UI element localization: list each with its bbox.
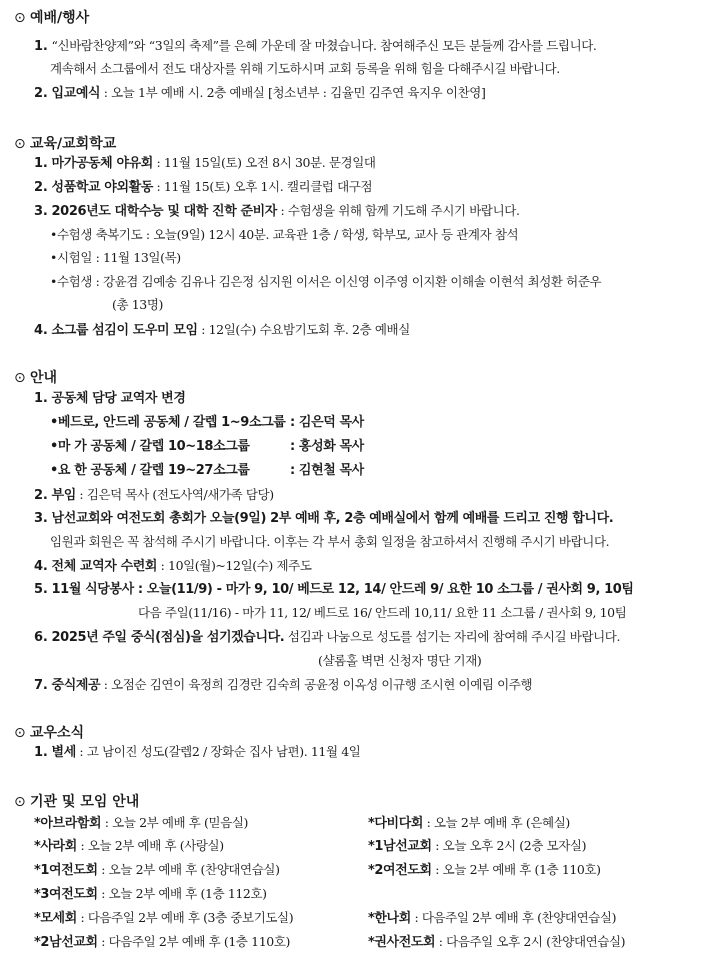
meeting-right-1: *다비다회 : 오늘 2부 예배 후 (은혜실) [368,815,570,831]
notice-item-6: 6. 2025년 주일 중식(점심)을 섬기겠습니다. 섬김과 나눔으로 성도를 섬기는 자리에 참여해 주시길 바랍니다. [34,629,621,645]
education-item-3: 3. 2026년도 대학수능 및 대학 진학 준비자 : 수험생을 위해 함께 기도해 주시기 바랍니다. [34,203,520,219]
notice-item-4: 4. 전체 교역자 수련회 : 10일(월)~12일(수) 제주도 [34,558,312,574]
education-sub-students-cont: (총 13명) [112,297,163,312]
meeting-left-6: *2남선교회 : 다음주일 2부 예배 후 (1층 110호) [34,934,290,950]
education-sub-students: •수험생 : 강윤겸 김예송 김유나 김은정 심지원 이서은 이신영 이주영 이지환 이해솔 이현석 최성환 허준우 [50,274,602,289]
education-item-1: 1. 마가공동체 야유회 : 11월 15일(토) 오전 8시 30분. 문경일대 [34,155,376,171]
education-item-4: 4. 소그룹 섬김이 도우미 모임 : 12일(수) 수요밤기도회 후. 2층 예배실 [34,322,410,338]
meeting-left-3: *1여전도회 : 오늘 2부 예배 후 (찬양대연습실) [34,862,280,878]
notice-item-7: 7. 중식제공 : 오점순 김연이 육정희 김경란 김숙희 공윤정 이옥성 이규행 조시현 이예림 이주행 [34,677,533,693]
meeting-right-3: *2여전도회 : 오늘 2부 예배 후 (1층 110호) [368,862,601,878]
meeting-right-5: *권사전도회 : 다음주일 오후 2시 (찬양대연습실) [368,934,626,950]
circle-dot-icon: ⊙ [14,370,26,386]
worship-item-2: 2. 입교예식 : 오늘 1부 예배 시. 2층 예배실 [청소년부 : 김율민 김주연 육지우 이찬영] [34,85,486,101]
notice-group-2: •마 가 공동체 / 갈렙 10~18소그룹 : 홍성화 목사 [50,439,364,454]
section-title-meetings: ⊙ 기관 및 모임 안내 [14,794,140,810]
circle-dot-icon: ⊙ [14,136,26,152]
education-item-2: 2. 성품학교 야외활동 : 11월 15(토) 오후 1시. 캘리클럽 대구점 [34,179,373,195]
meeting-left-2: *사라회 : 오늘 2부 예배 후 (사랑실) [34,838,224,854]
notice-item-5: 5. 11월 식당봉사 : 오늘(11/9) - 마가 9, 10/ 베드로 12, 14/ 안드레 9/ 요한 10 소그룹 / 권사회 9, 10팀 [34,582,634,597]
section-title-notice: ⊙ 안내 [14,370,58,386]
meeting-left-5: *모세회 : 다음주일 2부 예배 후 (3층 중보기도실) [34,910,294,926]
meeting-right-2: *1남선교회 : 오늘 오후 2시 (2층 모자실) [368,838,587,854]
notice-item-5-cont: 다음 주일(11/16) - 마가 11, 12/ 베드로 16/ 안드레 10,11/ 요한 11 소그룹 / 권사회 9, 10팀 [138,605,627,620]
notice-group-1: •베드로, 안드레 공동체 / 갈렙 1~9소그룹 : 김은덕 목사 [50,415,364,430]
meeting-right-4: *한나회 : 다음주일 2부 예배 후 (찬양대연습실) [368,910,617,926]
notice-item-3-cont: 임원과 회원은 꼭 참석해 주시기 바랍니다. 이후는 각 부서 총회 일정을 참고하셔서 진행해 주시기 바랍니다. [50,534,610,549]
education-sub-exam-date: •시험일 : 11월 13일(목) [50,250,181,265]
notice-item-3: 3. 남선교회와 여전도회 총회가 오늘(9일) 2부 예배 후, 2층 예배실에서 함께 예배를 드리고 진행 합니다. [34,511,614,526]
notice-item-1: 1. 공동체 담당 교역자 변경 [34,391,186,406]
members-news-item-1: 1. 별세 : 고 남이진 성도(갈렙2 / 장화순 집사 남편). 11월 4일 [34,744,361,760]
notice-item-6-cont: (샬롬홀 벽면 신청자 명단 기재) [318,653,482,668]
meeting-left-1: *아브라함회 : 오늘 2부 예배 후 (믿음실) [34,815,249,831]
section-title-members-news: ⊙ 교우소식 [14,725,85,741]
education-sub-blessing: •수험생 축복기도 : 오늘(9일) 12시 40분. 교육관 1층 / 학생, 학부모, 교사 등 관계자 참석 [50,227,519,242]
circle-dot-icon: ⊙ [14,10,26,26]
section-title-education: ⊙ 교육/교회학교 [14,136,117,152]
notice-item-2: 2. 부임 : 김은덕 목사 (전도사역/새가족 담당) [34,487,274,503]
worship-item-1: 1. “신바람찬양제”와 “3일의 축제”를 은혜 가운데 잘 마쳤습니다. 참여해주신 모든 분들께 감사를 드립니다. [34,38,597,54]
circle-dot-icon: ⊙ [14,725,26,741]
worship-item-1-cont: 계속해서 소그룹에서 전도 대상자를 위해 기도하시며 교회 등록을 위해 힘을 다해주시길 바랍니다. [50,61,560,76]
meeting-left-4: *3여전도회 : 오늘 2부 예배 후 (1층 112호) [34,886,267,902]
notice-group-3: •요 한 공동체 / 갈렙 19~27소그룹 : 김현철 목사 [50,463,364,478]
section-title-worship: ⊙ 예배/행사 [14,10,90,26]
circle-dot-icon: ⊙ [14,794,26,810]
